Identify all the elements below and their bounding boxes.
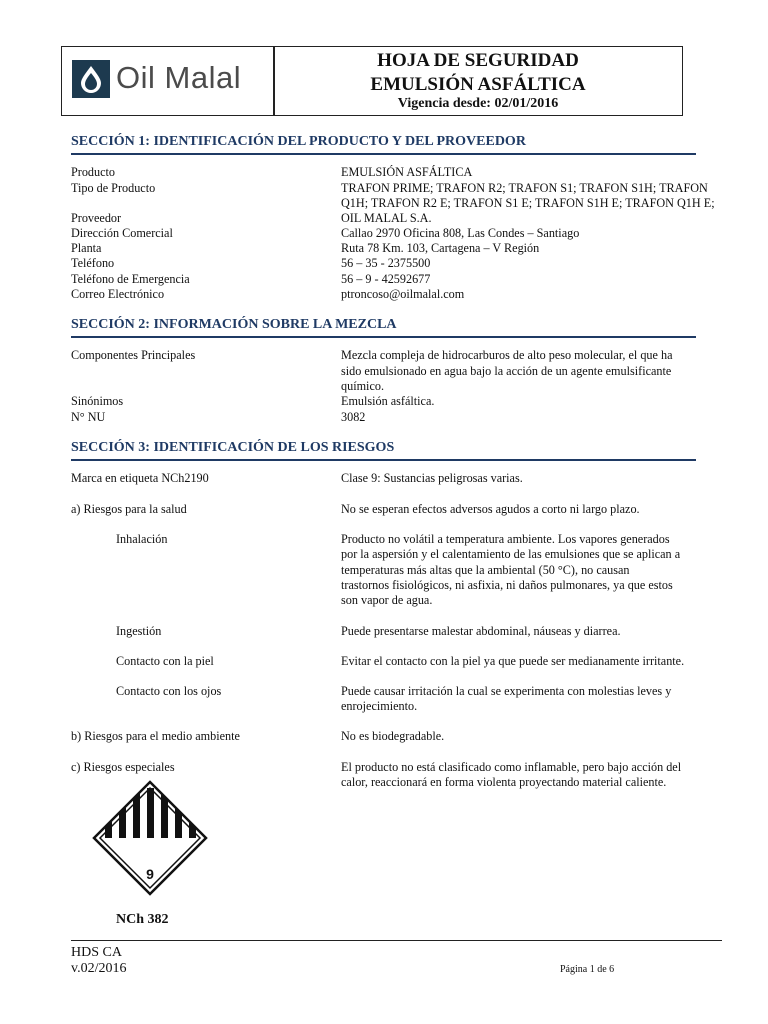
- label-numero-nu: N° NU: [71, 410, 106, 424]
- value-contacto-ojos-1: Puede causar irritación la cual se experimenta con molestias leves y: [341, 684, 672, 698]
- value-riesgos-salud: No se esperan efectos adversos agudos a corto ni largo plazo.: [341, 502, 640, 516]
- label-riesgos-ambiente: b) Riesgos para el medio ambiente: [71, 729, 240, 743]
- company-logo: [72, 58, 262, 100]
- value-telefono-emergencia: 56 – 9 - 42592677: [341, 272, 431, 286]
- label-producto: Producto: [71, 165, 116, 179]
- value-direccion: Callao 2970 Oficina 808, Las Condes – Santiago: [341, 226, 580, 240]
- value-tipo-producto: TRAFON PRIME; TRAFON R2; TRAFON S1; TRAFON S1H; TRAFON: [341, 181, 708, 195]
- value-contacto-ojos-2: enrojecimiento.: [341, 699, 418, 713]
- value-inhalacion-5: son vapor de agua.: [341, 593, 433, 607]
- value-numero-nu: 3082: [341, 410, 366, 424]
- validity-date: Vigencia desde: 02/01/2016: [397, 96, 559, 111]
- label-marca-etiqueta: Marca en etiqueta NCh2190: [71, 471, 209, 485]
- value-telefono: 56 – 35 - 2375500: [341, 256, 431, 270]
- label-riesgos-especiales: c) Riesgos especiales: [71, 760, 175, 774]
- label-correo: Correo Electrónico: [71, 287, 165, 301]
- label-ingestion: Ingestión: [116, 624, 162, 638]
- placard-caption: NCh 382: [116, 912, 169, 927]
- document-title: HOJA DE SEGURIDAD: [377, 50, 579, 71]
- placard-number: 9: [146, 866, 154, 882]
- footer-page-number: Página 1 de 6: [560, 964, 615, 975]
- label-proveedor: Proveedor: [71, 211, 122, 225]
- value-correo[interactable]: ptroncoso@oilmalal.com: [341, 287, 465, 301]
- logo-text: Oil Malal: [116, 60, 242, 95]
- label-telefono-emergencia: Teléfono de Emergencia: [71, 272, 190, 286]
- value-componentes-3: químico.: [341, 379, 384, 393]
- value-proveedor: OIL MALAL S.A.: [341, 211, 432, 225]
- label-contacto-piel: Contacto con la piel: [116, 654, 214, 668]
- value-componentes-1: Mezcla compleja de hidrocarburos de alto peso molecular, el que ha: [341, 348, 673, 362]
- label-tipo-producto: Tipo de Producto: [71, 181, 156, 195]
- label-telefono: Teléfono: [71, 256, 115, 270]
- label-riesgos-salud: a) Riesgos para la salud: [71, 502, 187, 516]
- footer-doc-code: HDS CA: [71, 945, 122, 960]
- value-ingestion: Puede presentarse malestar abdominal, náuseas y diarrea.: [341, 624, 621, 638]
- value-sinonimos: Emulsión asfáltica.: [341, 394, 435, 408]
- value-tipo-producto-cont: Q1H; TRAFON R2 E; TRAFON S1 E; TRAFON S1H E; TRAFON Q1H E;: [341, 196, 715, 210]
- value-producto: EMULSIÓN ASFÁLTICA: [341, 165, 473, 179]
- value-planta: Ruta 78 Km. 103, Cartagena – V Región: [341, 241, 540, 255]
- footer-version: v.02/2016: [71, 961, 127, 976]
- label-componentes: Componentes Principales: [71, 348, 196, 362]
- value-inhalacion-3: temperaturas más altas que la ambiental (50 °C), no causan: [341, 563, 630, 577]
- value-inhalacion-4: trastornos fisiológicos, ni asfixia, ni daños pulmonares, ya que estos: [341, 578, 673, 592]
- value-riesgos-especiales-1: El producto no está clasificado como inflamable, pero bajo acción del: [341, 760, 682, 774]
- section-2-heading: SECCIÓN 2: INFORMACIÓN SOBRE LA MEZCLA: [71, 317, 397, 333]
- section-1-heading: SECCIÓN 1: IDENTIFICACIÓN DEL PRODUCTO Y DEL PROVEEDOR: [71, 134, 526, 150]
- label-direccion: Dirección Comercial: [71, 226, 173, 240]
- label-contacto-ojos: Contacto con los ojos: [116, 684, 222, 698]
- product-title: EMULSIÓN ASFÁLTICA: [370, 74, 586, 95]
- value-inhalacion-2: por la aspersión y el calentamiento de las emulsiones que se aplican a: [341, 547, 681, 561]
- hazard-class-9-placard-icon: [92, 780, 208, 896]
- value-riesgos-especiales-2: calor, reaccionará en forma violenta proyectando material caliente.: [341, 775, 667, 789]
- label-planta: Planta: [71, 241, 102, 255]
- value-inhalacion-1: Producto no volátil a temperatura ambiente. Los vapores generados: [341, 532, 670, 546]
- label-sinonimos: Sinónimos: [71, 394, 124, 408]
- footer-divider: [71, 940, 722, 941]
- value-componentes-2: sido emulsionado en agua bajo la acción de un agente emulsificante: [341, 364, 672, 378]
- value-contacto-piel: Evitar el contacto con la piel ya que puede ser medianamente irritante.: [341, 654, 685, 668]
- value-marca-etiqueta: Clase 9: Sustancias peligrosas varias.: [341, 471, 523, 485]
- oil-drop-icon: [72, 60, 110, 98]
- section-3-heading: SECCIÓN 3: IDENTIFICACIÓN DE LOS RIESGOS: [71, 440, 394, 456]
- value-riesgos-ambiente: No es biodegradable.: [341, 729, 445, 743]
- label-inhalacion: Inhalación: [116, 532, 168, 546]
